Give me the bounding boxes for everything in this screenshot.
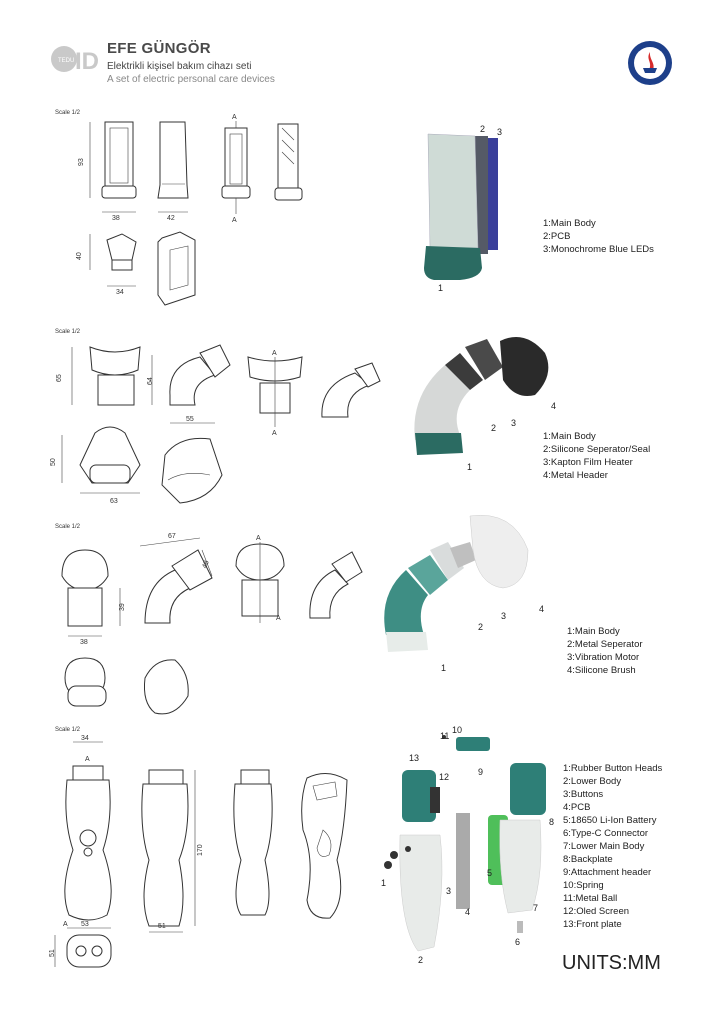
dim-38: 38	[112, 215, 120, 222]
section4-drawings	[45, 730, 375, 1010]
units-label: UNITS:MM	[562, 952, 661, 974]
s4-section-a-top: A	[85, 756, 90, 763]
s3-part-1: 1	[441, 663, 447, 673]
legend-item: 4:Silicone Brush	[567, 665, 636, 676]
dim-42: 42	[167, 215, 175, 222]
s4-part-7: 7	[533, 903, 539, 913]
section4-render	[380, 725, 560, 965]
legend-item: 12:Oled Screen	[563, 906, 630, 917]
s4-lower-body-part	[400, 835, 442, 951]
s4-button-head	[390, 851, 398, 859]
dim-55: 55	[186, 416, 194, 423]
s4-attachment-header-part	[456, 737, 490, 751]
s4-part-4: 4	[465, 907, 471, 917]
legend-item: 2:PCB	[543, 231, 571, 242]
s3-silicone-brush-part	[470, 515, 528, 588]
s2-section-a-top: A	[272, 350, 277, 357]
legend-item: 3:Kapton Film Heater	[543, 457, 633, 468]
section1-render	[420, 130, 520, 290]
section-a-bottom: A	[232, 217, 237, 224]
s4-part-11: 11	[440, 731, 450, 741]
dim-48: 48	[201, 559, 211, 570]
legend-item: 1:Main Body	[543, 218, 596, 229]
s4-part-8: 8	[549, 817, 555, 827]
s4-pcb-part	[456, 813, 470, 909]
dim-64: 64	[147, 377, 154, 385]
section1-drawings	[70, 110, 320, 315]
s3-lower-part	[386, 632, 428, 652]
dim-39: 39	[119, 603, 126, 611]
legend-item: 5:18650 Li-Ion Battery	[563, 815, 657, 826]
s4-part-5: 5	[487, 868, 493, 878]
section1-scale: Scale 1/2	[55, 110, 81, 116]
s4-oled-part	[430, 787, 440, 813]
s4-part-13: 13	[409, 753, 420, 763]
legend-item: 2:Silicone Seperator/Seal	[543, 444, 651, 455]
section3-drawings	[50, 528, 380, 723]
tedu-id-logo	[50, 43, 99, 75]
section4-legend	[563, 762, 662, 931]
s3-part-3: 3	[501, 611, 507, 621]
dim-38b: 38	[80, 639, 88, 646]
section4-scale: Scale 1/2	[55, 727, 81, 733]
s3-section-a-top: A	[256, 535, 261, 542]
section2-legend	[543, 430, 650, 482]
section3-legend	[567, 625, 643, 677]
s4-part-9: 9	[478, 767, 484, 777]
section3-render	[378, 510, 538, 660]
s4-part-3: 3	[446, 886, 452, 896]
s1-part-3: 3	[497, 127, 503, 137]
legend-item: 4:Metal Header	[543, 470, 608, 481]
dim-67: 67	[168, 533, 176, 540]
subtitle-english: A set of electric personal care devices	[107, 74, 275, 85]
s4-typec-part	[517, 921, 523, 933]
dim-93: 93	[78, 158, 85, 166]
main-body-part	[428, 134, 478, 248]
legend-item: 9:Attachment header	[563, 867, 652, 878]
legend-item: 6:Type-C Connector	[563, 828, 649, 839]
legend-item: 1:Main Body	[567, 626, 620, 637]
s4-section-a-bottom: A	[63, 921, 68, 928]
s4-part-1: 1	[381, 878, 387, 888]
s4-button-part	[405, 846, 411, 852]
section3-scale: Scale 1/2	[55, 524, 81, 530]
s2-section-a-bottom: A	[272, 430, 277, 437]
dim-50: 50	[50, 458, 57, 466]
legend-item: 3:Monochrome Blue LEDs	[543, 244, 654, 255]
section2-render	[405, 335, 560, 460]
s4-part-10: 10	[452, 725, 463, 735]
dim-51b: 51	[49, 949, 56, 957]
s1-part-1: 1	[438, 283, 444, 293]
s3-part-2: 2	[478, 622, 484, 632]
dim-34b: 34	[81, 735, 89, 742]
legend-item: 13:Front plate	[563, 919, 622, 930]
dim-65: 65	[56, 374, 63, 382]
s2-part-1: 1	[467, 462, 473, 472]
s2-part-2: 2	[491, 423, 497, 433]
section1-legend	[543, 217, 654, 256]
section-a-top: A	[232, 114, 237, 121]
legend-item: 3:Vibration Motor	[567, 652, 640, 663]
subtitle-turkish: Elektrikli kişisel bakım cihazı seti	[107, 61, 252, 72]
dim-63: 63	[110, 498, 118, 505]
dim-34: 34	[116, 289, 124, 296]
section2-drawings	[50, 335, 390, 515]
svg-text:ID: ID	[75, 48, 99, 75]
s3-part-4: 4	[539, 604, 545, 614]
legend-item: 7:Lower Main Body	[563, 841, 645, 852]
dim-51: 51	[158, 923, 166, 930]
s2-part-4: 4	[551, 401, 557, 411]
dim-40: 40	[76, 252, 83, 260]
legend-item: 11:Metal Ball	[563, 893, 618, 904]
s4-part-2: 2	[418, 955, 424, 965]
s1-part-2: 2	[480, 124, 486, 134]
legend-item: 1:Main Body	[543, 431, 596, 442]
base-part	[424, 246, 482, 280]
legend-item: 2:Lower Body	[563, 776, 622, 787]
s2-part-3: 3	[511, 418, 517, 428]
legend-item: 8:Backplate	[563, 854, 613, 865]
s2-base-part	[415, 433, 463, 455]
legend-item: 1:Rubber Button Heads	[563, 763, 663, 774]
dim-53: 53	[81, 921, 89, 928]
s4-part-6: 6	[515, 937, 521, 947]
s4-part-12: 12	[439, 772, 450, 782]
legend-item: 4:PCB	[563, 802, 591, 813]
s4-backplate-part	[510, 763, 546, 815]
s2-metal-header-part	[500, 337, 548, 396]
svg-text:TEDU: TEDU	[58, 58, 75, 64]
page-title: EFE GÜNGÖR	[107, 40, 211, 57]
s4-lower-main-body-part	[500, 820, 541, 913]
legend-item: 3:Buttons	[563, 789, 604, 800]
legend-item: 10:Spring	[563, 880, 604, 891]
legend-item: 2:Metal Seperator	[567, 639, 643, 650]
university-seal-icon	[627, 40, 673, 86]
section2-scale: Scale 1/2	[55, 329, 81, 335]
s4-button-head	[384, 861, 392, 869]
dim-170: 170	[197, 844, 204, 856]
s3-section-a-bottom: A	[276, 615, 281, 622]
